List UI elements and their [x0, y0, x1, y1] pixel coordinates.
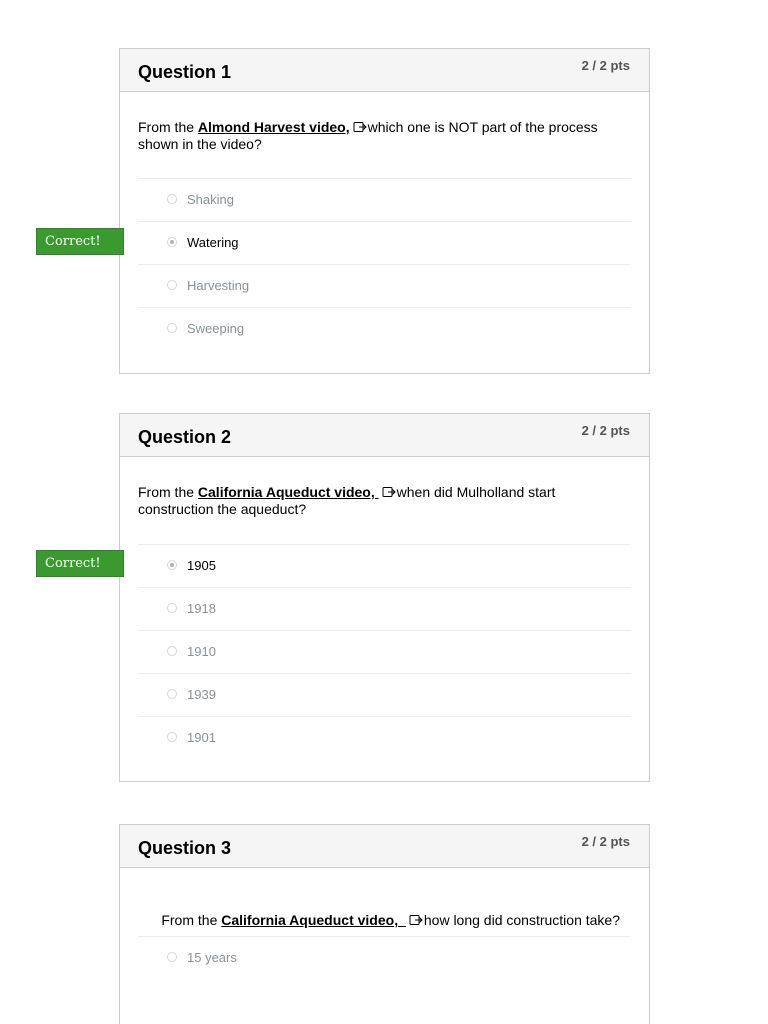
external-link-icon[interactable]	[353, 121, 367, 133]
answer-option-selected[interactable]	[138, 544, 631, 587]
question-points: 2 / 2 pts	[581, 834, 630, 849]
question-title: Question 1	[138, 62, 232, 82]
question-card-3	[119, 824, 650, 1024]
video-link[interactable]: Almond Harvest video,	[197, 119, 350, 135]
answer-option[interactable]	[138, 630, 631, 673]
radio-button[interactable]	[167, 952, 177, 962]
question-points: 2 / 2 pts	[581, 58, 630, 73]
external-link-icon[interactable]	[382, 486, 396, 498]
radio-button-selected[interactable]	[167, 560, 177, 570]
answer-label: Sweeping	[187, 321, 245, 336]
answer-list	[138, 936, 631, 979]
answer-label: Harvesting	[187, 278, 250, 293]
answer-label: 1901	[187, 730, 216, 745]
radio-button[interactable]	[167, 732, 177, 742]
question-text-after: when did Mulholland start construction the aqueduct?	[138, 484, 556, 517]
question-text	[138, 484, 631, 518]
answer-label: 1905	[187, 558, 216, 573]
question-card-1	[119, 48, 650, 374]
correct-answer-flag: Correct!	[36, 550, 124, 577]
question-header	[120, 825, 649, 868]
question-text-before: From the	[161, 912, 222, 928]
radio-button[interactable]	[167, 194, 177, 204]
answer-option[interactable]	[138, 587, 631, 630]
answer-label: 1910	[187, 644, 216, 659]
question-text-before: From the	[138, 119, 198, 135]
answer-label: Watering	[187, 235, 239, 250]
correct-answer-flag: Correct!	[36, 228, 124, 255]
answer-label: 1918	[187, 601, 216, 616]
question-title: Question 3	[138, 838, 232, 858]
radio-button[interactable]	[167, 603, 177, 613]
video-link[interactable]: California Aqueduct video,	[221, 912, 406, 928]
question-text	[138, 119, 631, 153]
radio-button[interactable]	[167, 280, 177, 290]
question-text-after: how long did construction take?	[423, 912, 620, 928]
answer-list	[138, 178, 631, 350]
answer-label: 15 years	[187, 950, 237, 965]
external-link-icon[interactable]	[409, 914, 423, 926]
radio-button-selected[interactable]	[167, 237, 177, 247]
answer-option[interactable]	[138, 673, 631, 716]
question-text-before: From the	[138, 484, 198, 500]
question-points: 2 / 2 pts	[581, 423, 630, 438]
answer-option[interactable]	[138, 178, 631, 221]
answer-option[interactable]	[138, 936, 631, 979]
question-text-after: which one is NOT part of the process shown in the video?	[138, 119, 598, 152]
radio-button[interactable]	[167, 323, 177, 333]
answer-option[interactable]	[138, 716, 631, 759]
answer-label: Shaking	[187, 192, 234, 207]
question-title: Question 2	[138, 427, 232, 447]
question-header	[120, 49, 649, 92]
answer-label: 1939	[187, 687, 216, 702]
answer-option[interactable]	[138, 307, 631, 350]
question-card-2	[119, 413, 650, 782]
answer-option-selected[interactable]	[138, 221, 631, 264]
radio-button[interactable]	[167, 646, 177, 656]
answer-list	[138, 544, 631, 759]
answer-option[interactable]	[138, 264, 631, 307]
question-header	[120, 414, 649, 457]
radio-button[interactable]	[167, 689, 177, 699]
video-link[interactable]: California Aqueduct video,	[197, 484, 379, 500]
